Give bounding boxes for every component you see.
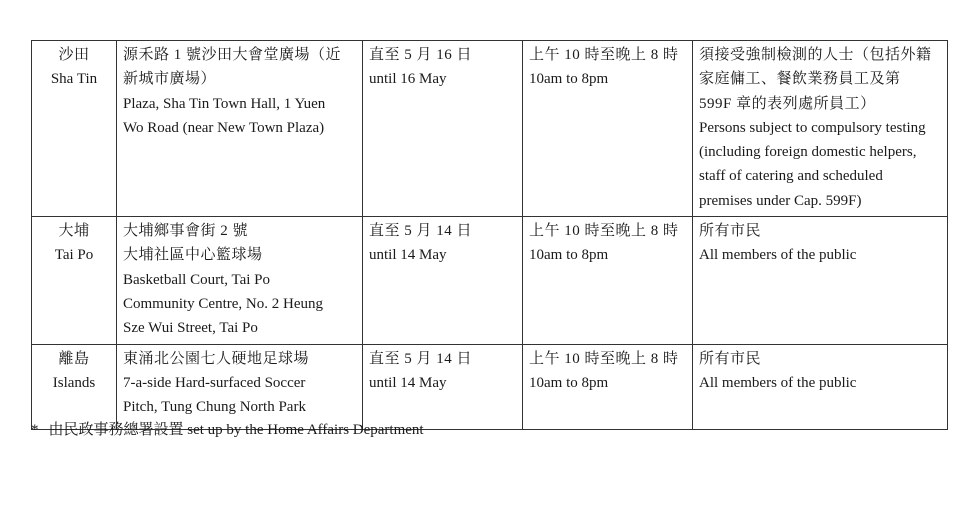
target-line: (including foreign domestic helpers, xyxy=(699,144,917,161)
district-name-en: Tai Po xyxy=(54,247,94,264)
district-name-en: Islands xyxy=(52,374,96,391)
hours-cell xyxy=(523,41,693,217)
target-line: All members of the public xyxy=(699,374,857,391)
until-cell xyxy=(363,217,523,344)
target-group-cell xyxy=(693,41,948,217)
table-row xyxy=(32,217,948,344)
venue-line: 源禾路 1 號沙田大會堂廣場（近 xyxy=(123,47,342,63)
until-date-en: until 16 May xyxy=(369,71,447,88)
venue-line: Sze Wui Street, Tai Po xyxy=(123,320,258,337)
until-cell xyxy=(363,344,523,429)
target-line: 家庭傭工、餐飲業務員工及第 xyxy=(699,71,901,88)
until-date-zh: 直至 5 月 14 日 xyxy=(369,350,473,367)
venue-line: 新城市廣場） xyxy=(123,71,217,88)
hours-zh: 上午 10 時至晚上 8 時 xyxy=(529,350,679,367)
until-cell xyxy=(363,41,523,217)
table-row xyxy=(32,41,948,217)
until-date-en: until 14 May xyxy=(369,374,447,391)
district-cell xyxy=(32,344,117,429)
district-name-zh: 沙田 xyxy=(58,47,90,63)
footnote-text: 由民政事務總署設置 set up by the Home Affairs Department xyxy=(48,422,424,438)
hours-en: 10am to 8pm xyxy=(529,71,609,88)
venue-line: 東涌北公園七人硬地足球場 xyxy=(123,350,310,367)
target-line: 所有市民 xyxy=(699,223,762,240)
venue-cell xyxy=(117,217,363,344)
venue-cell xyxy=(117,41,363,217)
district-cell xyxy=(32,41,117,217)
target-line: premises under Cap. 599F) xyxy=(699,192,862,209)
target-line: staff of catering and scheduled xyxy=(699,168,883,185)
until-date-en: until 14 May xyxy=(369,247,447,264)
until-date-zh: 直至 5 月 16 日 xyxy=(369,47,473,63)
hours-cell xyxy=(523,217,693,344)
until-date-zh: 直至 5 月 14 日 xyxy=(369,223,473,240)
venue-line: 7-a-side Hard-surfaced Soccer xyxy=(123,374,306,391)
venue-cell xyxy=(117,344,363,429)
hours-en: 10am to 8pm xyxy=(529,247,609,264)
district-name-zh: 離島 xyxy=(58,350,90,367)
venue-line: Community Centre, No. 2 Heung xyxy=(123,295,323,312)
target-line: All members of the public xyxy=(699,247,857,264)
venue-line: 大埔社區中心籃球場 xyxy=(123,247,263,264)
hours-zh: 上午 10 時至晚上 8 時 xyxy=(529,223,679,240)
document-page xyxy=(31,40,947,430)
hours-en: 10am to 8pm xyxy=(529,374,609,391)
venue-line: Plaza, Sha Tin Town Hall, 1 Yuen xyxy=(123,95,326,112)
table-row xyxy=(32,344,948,429)
hours-zh: 上午 10 時至晚上 8 時 xyxy=(529,47,679,63)
testing-station-table xyxy=(31,40,948,430)
footnote xyxy=(31,420,424,440)
target-group-cell xyxy=(693,217,948,344)
district-name-zh: 大埔 xyxy=(58,223,90,240)
venue-line: Basketball Court, Tai Po xyxy=(123,271,270,288)
venue-line: Wo Road (near New Town Plaza) xyxy=(123,119,325,136)
target-line: 所有市民 xyxy=(699,350,762,367)
target-group-cell xyxy=(693,344,948,429)
footnote-marker: * xyxy=(31,422,39,438)
target-line: Persons subject to compulsory testing xyxy=(699,119,926,136)
district-cell xyxy=(32,217,117,344)
venue-line: Pitch, Tung Chung North Park xyxy=(123,399,306,416)
target-line: 599F 章的表列處所員工） xyxy=(699,95,876,112)
district-name-en: Sha Tin xyxy=(50,71,98,88)
hours-cell xyxy=(523,344,693,429)
target-line: 須接受強制檢測的人士（包括外籍 xyxy=(699,47,932,63)
venue-line: 大埔鄉事會街 2 號 xyxy=(123,223,249,240)
